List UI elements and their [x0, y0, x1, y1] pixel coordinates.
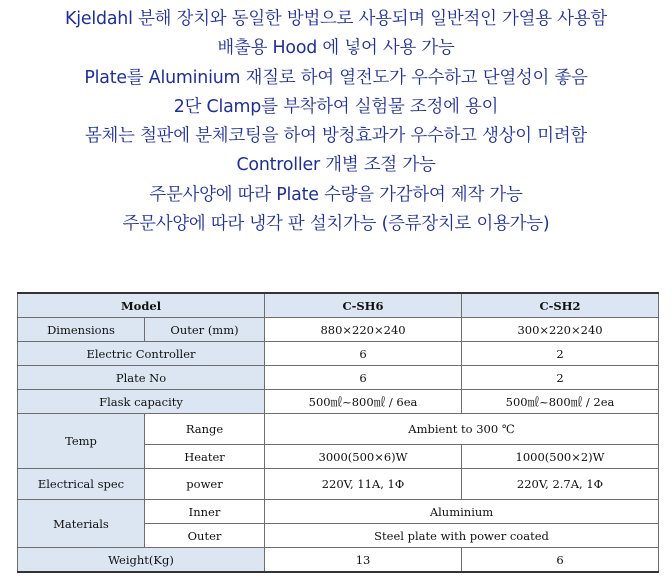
- model-c-sh2-header: C-SH2: [462, 293, 659, 318]
- electrical-spec-label: Electrical spec: [18, 469, 145, 500]
- heater-c-sh2: 1000(500×2)W: [462, 445, 659, 469]
- plate-no-c-sh2: 2: [462, 366, 659, 390]
- materials-inner-value: Aluminium: [265, 500, 659, 524]
- materials-label: Materials: [18, 500, 145, 548]
- power-c-sh2: 220V, 2.7A, 1Φ: [462, 469, 659, 500]
- table-row: [18, 414, 659, 445]
- controller-c-sh6: 6: [265, 342, 462, 366]
- model-header: Model: [18, 293, 265, 318]
- controller-c-sh2: 2: [462, 342, 659, 366]
- plate-no-label: Plate No: [18, 366, 265, 390]
- table-row: [18, 469, 659, 500]
- intro-line: 배출용 Hood 에 넣어 사용 가능: [217, 38, 455, 59]
- temp-range-value: Ambient to 300 ℃: [265, 414, 659, 445]
- dimensions-c-sh6: 880×220×240: [265, 318, 462, 342]
- intro-line: Kjeldahl 분해 장치와 동일한 방법으로 사용되며 일반적인 가열용 사용함: [65, 9, 607, 29]
- materials-inner-label: Inner: [145, 500, 265, 524]
- intro-text-block: [0, 0, 672, 239]
- model-c-sh6-header: C-SH6: [265, 293, 462, 318]
- flask-capacity-c-sh6: 500㎖~800㎖ / 6ea: [265, 390, 462, 414]
- materials-outer-value: Steel plate with power coated: [265, 524, 659, 548]
- power-label: power: [145, 469, 265, 500]
- weight-c-sh6: 13: [265, 548, 462, 573]
- intro-line: 주문사양에 따라 냉각 판 설치가능 (증류장치로 이용가능): [122, 214, 550, 235]
- temp-range-label: Range: [145, 414, 265, 445]
- dimensions-c-sh2: 300×220×240: [462, 318, 659, 342]
- plate-no-c-sh6: 6: [265, 366, 462, 390]
- spec-table: [17, 292, 659, 573]
- intro-line: Controller 개별 조절 가능: [236, 155, 436, 176]
- table-row: [18, 318, 659, 342]
- table-row: [18, 548, 659, 573]
- table-header-row: [18, 293, 659, 318]
- materials-outer-label: Outer: [145, 524, 265, 548]
- table-row: [18, 500, 659, 524]
- flask-capacity-label: Flask capacity: [18, 390, 265, 414]
- heater-c-sh6: 3000(500×6)W: [265, 445, 462, 469]
- intro-line: 2단 Clamp를 부착하여 실험물 조정에 용이: [173, 96, 499, 117]
- table-row: [18, 366, 659, 390]
- flask-capacity-c-sh2: 500㎖~800㎖ / 2ea: [462, 390, 659, 414]
- controller-label: Electric Controller: [18, 342, 265, 366]
- weight-c-sh2: 6: [462, 548, 659, 573]
- table-row: [18, 390, 659, 414]
- heater-label: Heater: [145, 445, 265, 469]
- weight-label: Weight(Kg): [18, 548, 265, 573]
- intro-line: Plate를 Aluminium 재질로 하여 열전도가 우수하고 단열성이 좋음: [84, 67, 588, 88]
- dimensions-label: Dimensions: [18, 318, 145, 342]
- power-c-sh6: 220V, 11A, 1Φ: [265, 469, 462, 500]
- dimensions-sub-label: Outer (mm): [145, 318, 265, 342]
- intro-line: 몸체는 철판에 분체코팅을 하여 방청효과가 우수하고 생상이 미려함: [84, 126, 588, 147]
- intro-line: 주문사양에 따라 Plate 수량을 가감하여 제작 가능: [149, 184, 523, 205]
- table-row: [18, 342, 659, 366]
- temp-label: Temp: [18, 414, 145, 469]
